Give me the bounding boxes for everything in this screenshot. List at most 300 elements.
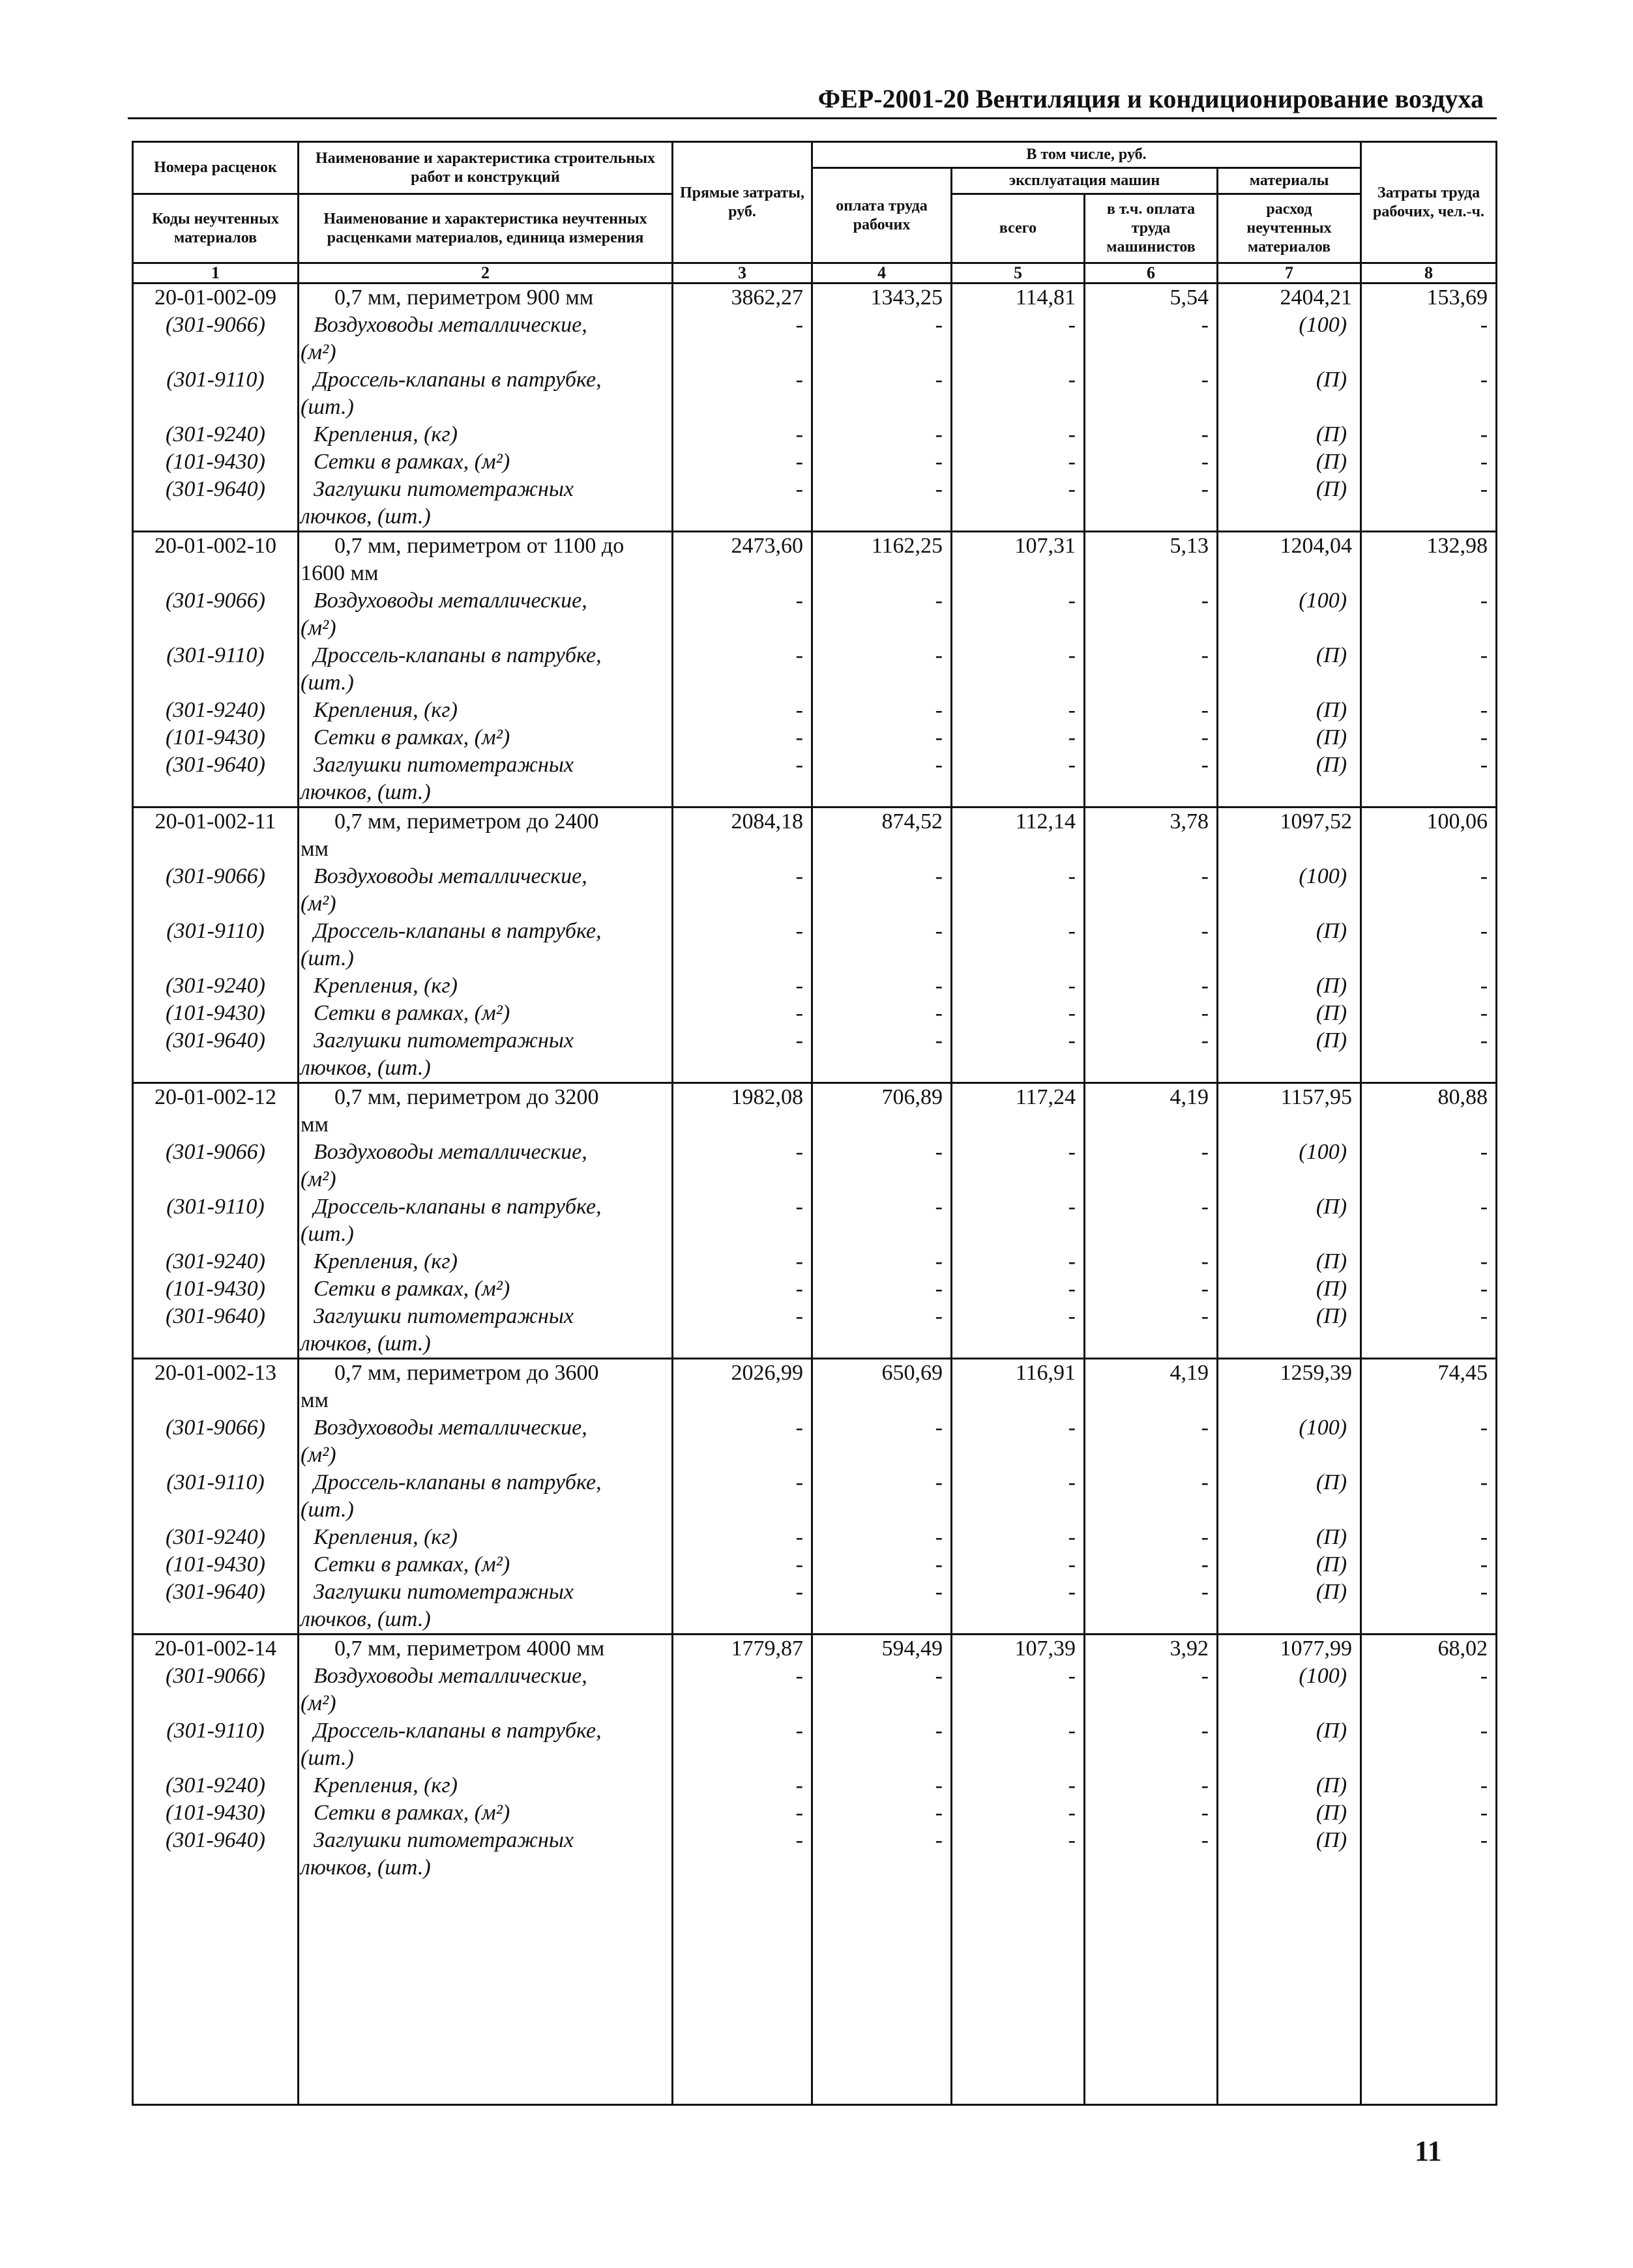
blank-line bbox=[134, 1496, 297, 1524]
material-name: лючков, (шт.) bbox=[301, 1607, 431, 1631]
material-code: (301-9110) bbox=[166, 643, 265, 667]
cell-materials bbox=[1218, 1635, 1361, 2105]
rate-name: мм bbox=[301, 1388, 329, 1412]
dash: - bbox=[795, 974, 803, 998]
blank-line bbox=[673, 945, 811, 972]
blank-line bbox=[134, 1745, 297, 1772]
material-name: Сетки в рамках, (м²) bbox=[314, 1277, 510, 1301]
material-name: (м²) bbox=[301, 1691, 336, 1715]
rate-machines: 117,24 bbox=[1015, 1085, 1076, 1109]
rate-name: 1600 мм bbox=[301, 561, 379, 585]
material-consumption: (П) bbox=[1316, 422, 1347, 446]
dash: - bbox=[795, 1304, 803, 1328]
blank-line bbox=[1085, 669, 1216, 697]
rate-hours: 80,88 bbox=[1437, 1085, 1488, 1109]
blank-line bbox=[134, 669, 297, 697]
rate-group-row bbox=[133, 1359, 1497, 1635]
rate-name: 0,7 мм, периметром 900 мм bbox=[334, 285, 594, 310]
blank-line bbox=[952, 1387, 1083, 1414]
blank-line bbox=[1085, 503, 1216, 531]
rate-code: 20-01-002-13 bbox=[154, 1361, 276, 1385]
header-work-name: Наименование и характеристика строительных работ и конструкций bbox=[299, 142, 673, 194]
dash: - bbox=[795, 477, 803, 501]
blank-line bbox=[134, 890, 297, 918]
dash: - bbox=[795, 1470, 803, 1494]
cell-name bbox=[299, 284, 673, 532]
cell-machines bbox=[952, 807, 1085, 1083]
blank-line bbox=[673, 1690, 811, 1717]
rate-name: 0,7 мм, периметром до 3600 bbox=[334, 1361, 599, 1385]
dash: - bbox=[795, 1249, 803, 1273]
blank-line bbox=[1085, 1690, 1216, 1717]
page-header bbox=[128, 83, 1497, 119]
dash: - bbox=[795, 864, 803, 888]
blank-line bbox=[1085, 1387, 1216, 1414]
cell-hours bbox=[1361, 284, 1497, 532]
blank-line bbox=[1218, 945, 1360, 972]
dash: - bbox=[1480, 698, 1488, 722]
rate-code: 20-01-002-12 bbox=[154, 1085, 276, 1109]
dash: - bbox=[935, 1277, 943, 1301]
header-including: В том числе, руб. bbox=[812, 142, 1361, 168]
dash: - bbox=[1480, 477, 1488, 501]
material-consumption: (П) bbox=[1316, 725, 1347, 749]
material-name: Крепления, (кг) bbox=[314, 1525, 458, 1549]
blank-line bbox=[1085, 836, 1216, 863]
material-consumption: (П) bbox=[1316, 368, 1347, 392]
blank-line bbox=[952, 836, 1083, 863]
material-consumption: (П) bbox=[1316, 1277, 1347, 1301]
cell-labor bbox=[812, 284, 952, 532]
dash: - bbox=[1480, 1195, 1488, 1219]
material-consumption: (П) bbox=[1316, 1801, 1347, 1825]
rate-materials: 1097,52 bbox=[1280, 809, 1353, 834]
cell-materials bbox=[1218, 1083, 1361, 1359]
blank-line bbox=[673, 836, 811, 863]
cell-direct bbox=[673, 532, 812, 807]
dash: - bbox=[1480, 1580, 1488, 1604]
material-consumption: (П) bbox=[1316, 753, 1347, 777]
material-code: (301-9640) bbox=[166, 477, 265, 501]
cell-machines bbox=[952, 1083, 1085, 1359]
blank-line bbox=[813, 1387, 950, 1414]
blank-line bbox=[1085, 1496, 1216, 1524]
material-name: Заглушки питометражных bbox=[314, 1580, 574, 1604]
blank-line bbox=[134, 560, 297, 587]
dash: - bbox=[795, 1028, 803, 1053]
dash: - bbox=[1068, 1580, 1076, 1604]
dash: - bbox=[935, 1552, 943, 1577]
rate-group-row bbox=[133, 1635, 1497, 2105]
blank-line bbox=[134, 1330, 297, 1358]
blank-line bbox=[813, 890, 950, 918]
rate-group-row bbox=[133, 532, 1497, 807]
cell-labor bbox=[812, 1635, 952, 2105]
blank-line bbox=[134, 394, 297, 421]
dash: - bbox=[1068, 1416, 1076, 1440]
material-consumption: (100) bbox=[1299, 589, 1347, 613]
dash: - bbox=[1480, 450, 1488, 474]
blank-line bbox=[673, 339, 811, 366]
material-consumption: (П) bbox=[1316, 1773, 1347, 1797]
dash: - bbox=[1480, 422, 1488, 446]
cell-code bbox=[133, 1635, 299, 2105]
rate-code: 20-01-002-11 bbox=[154, 809, 276, 834]
blank-line bbox=[673, 1496, 811, 1524]
dash: - bbox=[935, 698, 943, 722]
rate-machines: 112,14 bbox=[1015, 809, 1076, 834]
header-direct-costs: Прямые затраты, руб. bbox=[673, 142, 812, 263]
material-code: (301-9066) bbox=[166, 1416, 265, 1440]
cell-machinists bbox=[1085, 807, 1218, 1083]
blank-line bbox=[1362, 1166, 1495, 1193]
blank-line bbox=[134, 836, 297, 863]
blank-line bbox=[1218, 1054, 1360, 1082]
blank-line bbox=[952, 1606, 1083, 1633]
cell-materials bbox=[1218, 807, 1361, 1083]
blank-line bbox=[1362, 1221, 1495, 1248]
material-consumption: (П) bbox=[1316, 1001, 1347, 1025]
dash: - bbox=[1068, 1140, 1076, 1164]
material-code: (301-9110) bbox=[166, 1195, 265, 1219]
dash: - bbox=[1201, 1277, 1209, 1301]
blank-line bbox=[134, 1442, 297, 1469]
header-labor-hours: Затраты труда рабочих, чел.-ч. bbox=[1361, 142, 1497, 263]
material-name: Дроссель-клапаны в патрубке, bbox=[314, 1470, 602, 1494]
blank-line bbox=[1085, 1330, 1216, 1358]
dash: - bbox=[1068, 1664, 1076, 1688]
blank-line bbox=[134, 1111, 297, 1139]
material-consumption: (П) bbox=[1316, 1304, 1347, 1328]
column-number: 8 bbox=[1361, 263, 1497, 284]
dash: - bbox=[795, 1140, 803, 1164]
blank-line bbox=[134, 779, 297, 806]
cell-direct bbox=[673, 1359, 812, 1635]
blank-line bbox=[1362, 890, 1495, 918]
dash: - bbox=[795, 368, 803, 392]
blank-line bbox=[134, 1606, 297, 1633]
rate-direct: 1779,87 bbox=[731, 1636, 803, 1661]
dash: - bbox=[795, 1552, 803, 1577]
dash: - bbox=[1068, 864, 1076, 888]
material-code: (301-9066) bbox=[166, 1664, 265, 1688]
material-consumption: (П) bbox=[1316, 1249, 1347, 1273]
blank-line bbox=[813, 1496, 950, 1524]
rate-name: 0,7 мм, периметром от 1100 до bbox=[334, 534, 625, 558]
dash: - bbox=[1480, 1552, 1488, 1577]
dash: - bbox=[935, 313, 943, 337]
rate-hours: 153,69 bbox=[1426, 285, 1488, 310]
blank-line bbox=[673, 394, 811, 421]
blank-line bbox=[1085, 945, 1216, 972]
dash: - bbox=[1068, 1028, 1076, 1053]
dash: - bbox=[1068, 1719, 1076, 1743]
blank-line bbox=[1218, 669, 1360, 697]
rate-name: 0,7 мм, периметром 4000 мм bbox=[334, 1636, 605, 1661]
dash: - bbox=[1068, 450, 1076, 474]
dash: - bbox=[1480, 1719, 1488, 1743]
blank-line bbox=[134, 1854, 297, 1882]
rate-materials: 1204,04 bbox=[1280, 534, 1353, 558]
material-consumption: (П) bbox=[1316, 1552, 1347, 1577]
rate-hours: 100,06 bbox=[1426, 809, 1488, 834]
dash: - bbox=[935, 1801, 943, 1825]
blank-line bbox=[813, 1221, 950, 1248]
material-code: (301-9110) bbox=[166, 919, 265, 943]
material-code: (301-9066) bbox=[166, 1140, 265, 1164]
blank-line bbox=[813, 1166, 950, 1193]
blank-line bbox=[673, 1854, 811, 1882]
dash: - bbox=[935, 1001, 943, 1025]
dash: - bbox=[795, 1828, 803, 1852]
material-name: лючков, (шт.) bbox=[301, 1331, 431, 1356]
blank-line bbox=[1085, 1854, 1216, 1882]
cell-materials bbox=[1218, 284, 1361, 532]
blank-line bbox=[1218, 1442, 1360, 1469]
blank-line bbox=[952, 1690, 1083, 1717]
material-name: (м²) bbox=[301, 340, 336, 364]
blank-line bbox=[134, 1387, 297, 1414]
blank-line bbox=[813, 394, 950, 421]
blank-line bbox=[1218, 560, 1360, 587]
cell-name bbox=[299, 1635, 673, 2105]
rate-name: 0,7 мм, периметром до 2400 bbox=[334, 809, 599, 834]
dash: - bbox=[1068, 589, 1076, 613]
blank-line bbox=[1362, 394, 1495, 421]
dash: - bbox=[1068, 1552, 1076, 1577]
blank-line bbox=[673, 890, 811, 918]
dash: - bbox=[1068, 422, 1076, 446]
blank-line bbox=[1085, 394, 1216, 421]
dash: - bbox=[935, 368, 943, 392]
blank-line bbox=[952, 1854, 1083, 1882]
material-code: (301-9640) bbox=[166, 1828, 265, 1852]
dash: - bbox=[1480, 589, 1488, 613]
dash: - bbox=[935, 589, 943, 613]
material-name: Сетки в рамках, (м²) bbox=[314, 1001, 510, 1025]
cell-machinists bbox=[1085, 532, 1218, 807]
blank-line bbox=[1218, 1745, 1360, 1772]
blank-line bbox=[134, 945, 297, 972]
rate-hours: 68,02 bbox=[1437, 1636, 1488, 1661]
rate-machinists: 3,78 bbox=[1170, 809, 1209, 834]
rate-code: 20-01-002-09 bbox=[154, 285, 276, 310]
cell-machines bbox=[952, 284, 1085, 532]
material-consumption: (П) bbox=[1316, 919, 1347, 943]
dash: - bbox=[1068, 919, 1076, 943]
dash: - bbox=[1201, 313, 1209, 337]
material-name: (шт.) bbox=[301, 395, 354, 419]
dash: - bbox=[1480, 1028, 1488, 1053]
blank-line bbox=[1362, 669, 1495, 697]
rate-machines: 107,31 bbox=[1014, 534, 1076, 558]
material-consumption: (100) bbox=[1299, 864, 1347, 888]
dash: - bbox=[795, 1525, 803, 1549]
dash: - bbox=[1068, 368, 1076, 392]
dash: - bbox=[1480, 753, 1488, 777]
dash: - bbox=[935, 919, 943, 943]
blank-line bbox=[952, 779, 1083, 806]
dash: - bbox=[1068, 1001, 1076, 1025]
cell-machines bbox=[952, 532, 1085, 807]
material-name: Воздуховоды металлические, bbox=[314, 313, 587, 337]
dash: - bbox=[795, 450, 803, 474]
blank-line bbox=[952, 1442, 1083, 1469]
material-code: (101-9430) bbox=[166, 450, 265, 474]
blank-line bbox=[1085, 339, 1216, 366]
blank-line bbox=[1362, 1496, 1495, 1524]
dash: - bbox=[1068, 974, 1076, 998]
dash: - bbox=[1201, 450, 1209, 474]
cell-code bbox=[133, 807, 299, 1083]
material-name: Сетки в рамках, (м²) bbox=[314, 450, 510, 474]
material-name: (м²) bbox=[301, 616, 336, 640]
material-code: (301-9240) bbox=[166, 974, 265, 998]
material-name: (шт.) bbox=[301, 1498, 354, 1522]
cell-code bbox=[133, 1359, 299, 1635]
dash: - bbox=[1201, 1552, 1209, 1577]
dash: - bbox=[1201, 1249, 1209, 1273]
blank-line bbox=[673, 1745, 811, 1772]
material-consumption: (П) bbox=[1316, 1028, 1347, 1053]
blank-line bbox=[813, 779, 950, 806]
dash: - bbox=[1068, 753, 1076, 777]
document-title: ФЕР-2001-20 Вентиляция и кондиционирование воздуха bbox=[817, 84, 1484, 113]
dash: - bbox=[1068, 1801, 1076, 1825]
dash: - bbox=[795, 589, 803, 613]
blank-line bbox=[1085, 1054, 1216, 1082]
header-rate-numbers: Номера расценок bbox=[133, 142, 299, 194]
blank-line bbox=[813, 669, 950, 697]
material-consumption: (П) bbox=[1316, 1525, 1347, 1549]
material-code: (101-9430) bbox=[166, 1801, 265, 1825]
blank-line bbox=[813, 1442, 950, 1469]
blank-line bbox=[673, 615, 811, 642]
blank-line bbox=[813, 1111, 950, 1139]
rate-labor: 594,49 bbox=[881, 1636, 943, 1661]
blank-line bbox=[952, 560, 1083, 587]
material-code: (101-9430) bbox=[166, 1001, 265, 1025]
dash: - bbox=[1201, 1304, 1209, 1328]
dash: - bbox=[1068, 1828, 1076, 1852]
rate-materials: 1259,39 bbox=[1280, 1361, 1353, 1385]
cell-machines bbox=[952, 1359, 1085, 1635]
dash: - bbox=[935, 864, 943, 888]
blank-line bbox=[134, 1690, 297, 1717]
blank-line bbox=[673, 560, 811, 587]
blank-line bbox=[673, 1442, 811, 1469]
dash: - bbox=[935, 1470, 943, 1494]
blank-line bbox=[1362, 1330, 1495, 1358]
dash: - bbox=[935, 1773, 943, 1797]
dash: - bbox=[1068, 725, 1076, 749]
rate-machinists: 4,19 bbox=[1170, 1361, 1209, 1385]
blank-line bbox=[1218, 1690, 1360, 1717]
blank-line bbox=[134, 1054, 297, 1082]
dash: - bbox=[795, 313, 803, 337]
dash: - bbox=[1480, 1828, 1488, 1852]
rate-machines: 116,91 bbox=[1015, 1361, 1076, 1385]
blank-line bbox=[673, 669, 811, 697]
rate-hours: 74,45 bbox=[1437, 1361, 1488, 1385]
dash: - bbox=[795, 698, 803, 722]
column-number: 4 bbox=[812, 263, 952, 284]
dash: - bbox=[1201, 864, 1209, 888]
dash: - bbox=[1201, 1416, 1209, 1440]
material-code: (101-9430) bbox=[166, 725, 265, 749]
dash: - bbox=[795, 1719, 803, 1743]
blank-line bbox=[134, 1166, 297, 1193]
rate-machinists: 5,54 bbox=[1170, 285, 1209, 310]
rate-machinists: 4,19 bbox=[1170, 1085, 1209, 1109]
header-labor-pay: оплата труда рабочих bbox=[812, 168, 952, 263]
material-name: Крепления, (кг) bbox=[314, 422, 458, 446]
rate-labor: 650,69 bbox=[881, 1361, 943, 1385]
material-name: Дроссель-клапаны в патрубке, bbox=[314, 643, 602, 667]
dash: - bbox=[795, 725, 803, 749]
cell-name bbox=[299, 532, 673, 807]
material-name: (м²) bbox=[301, 1167, 336, 1191]
dash: - bbox=[1201, 698, 1209, 722]
dash: - bbox=[935, 1304, 943, 1328]
blank-line bbox=[952, 1745, 1083, 1772]
cell-direct bbox=[673, 1083, 812, 1359]
blank-line bbox=[813, 1745, 950, 1772]
cell-labor bbox=[812, 807, 952, 1083]
material-code: (301-9066) bbox=[166, 313, 265, 337]
dash: - bbox=[1201, 1470, 1209, 1494]
dash: - bbox=[1480, 313, 1488, 337]
blank-line bbox=[1085, 1442, 1216, 1469]
material-name: Заглушки питометражных bbox=[314, 1028, 574, 1053]
blank-line bbox=[673, 1054, 811, 1082]
dash: - bbox=[1480, 368, 1488, 392]
blank-line bbox=[1362, 1690, 1495, 1717]
dash: - bbox=[935, 1580, 943, 1604]
rate-name: мм bbox=[301, 837, 329, 861]
dash: - bbox=[795, 1195, 803, 1219]
cell-direct bbox=[673, 284, 812, 532]
material-code: (301-9066) bbox=[166, 864, 265, 888]
dash: - bbox=[1068, 313, 1076, 337]
material-name: (м²) bbox=[301, 892, 336, 916]
blank-line bbox=[1085, 615, 1216, 642]
dash: - bbox=[1480, 1001, 1488, 1025]
blank-line bbox=[813, 503, 950, 531]
dash: - bbox=[1480, 643, 1488, 667]
material-consumption: (П) bbox=[1316, 698, 1347, 722]
dash: - bbox=[1201, 725, 1209, 749]
blank-line bbox=[813, 836, 950, 863]
cell-code bbox=[133, 1083, 299, 1359]
cell-name bbox=[299, 1083, 673, 1359]
rate-materials: 1157,95 bbox=[1280, 1085, 1353, 1109]
dash: - bbox=[1480, 1416, 1488, 1440]
blank-line bbox=[1362, 503, 1495, 531]
dash: - bbox=[1068, 1249, 1076, 1273]
blank-line bbox=[1362, 1854, 1495, 1882]
dash: - bbox=[1480, 1525, 1488, 1549]
blank-line bbox=[1362, 1111, 1495, 1139]
blank-line bbox=[673, 503, 811, 531]
cell-direct bbox=[673, 1635, 812, 2105]
dash: - bbox=[1201, 1719, 1209, 1743]
material-code: (301-9240) bbox=[166, 1249, 265, 1273]
cell-hours bbox=[1361, 1635, 1497, 2105]
rate-machines: 107,39 bbox=[1014, 1636, 1076, 1661]
material-name: лючков, (шт.) bbox=[301, 1056, 431, 1080]
dash: - bbox=[935, 643, 943, 667]
